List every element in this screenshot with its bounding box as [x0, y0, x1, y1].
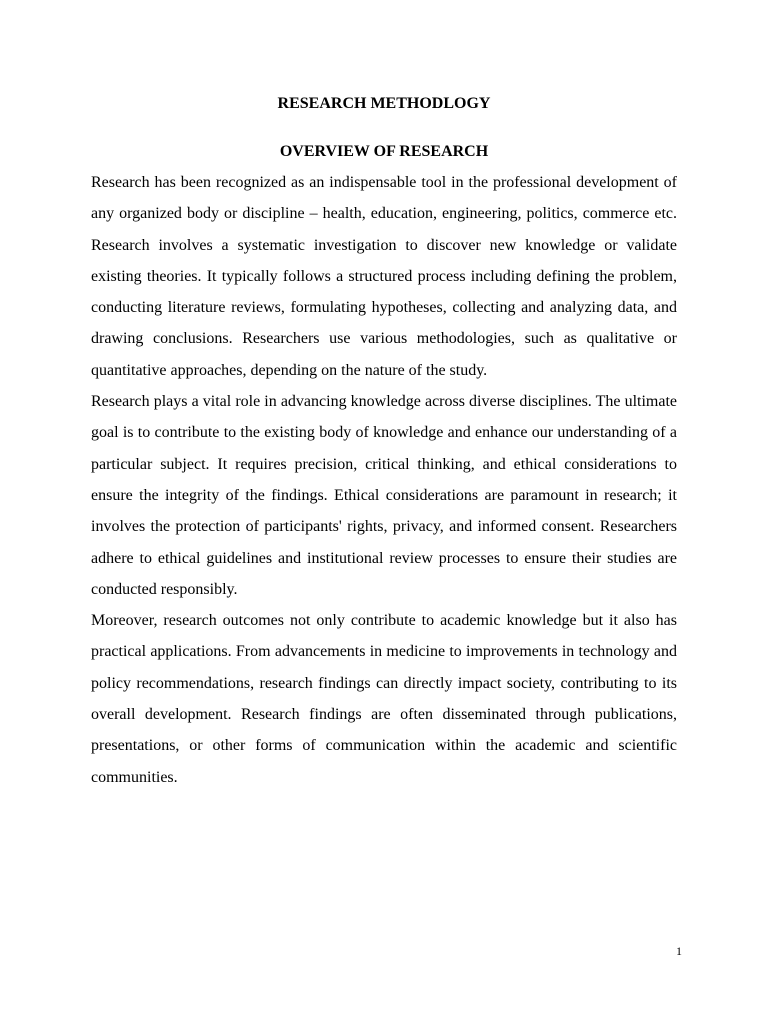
- page-number: 1: [676, 944, 682, 958]
- section-heading: OVERVIEW OF RESEARCH: [279, 143, 489, 160]
- paragraph-3: Moreover, research outcomes not only contribute to academic knowledge but it also has practical applications. From advancements in medicine to improvements in technology and policy recommendations, research findings can directly impact society, contributing to its overall development. Research findings are often disseminated through publications, presentations, or other forms of communication within the academic and scientific communities.: [91, 612, 677, 786]
- paragraph-2: Research plays a vital role in advancing knowledge across diverse disciplines. The ultimate goal is to contribute to the existing body of knowledge and enhance our understanding of a particular subject. It requires precision, critical thinking, and ethical considerations to ensure the integrity of the findings. Ethical considerations are paramount in research; it involves the protection of participants' rights, privacy, and informed consent. Researchers adhere to ethical guidelines and institutional review processes to ensure their studies are conducted responsibly.: [91, 393, 677, 598]
- document-title: RESEARCH METHODLOGY: [277, 95, 491, 112]
- body-text: [91, 167, 677, 793]
- paragraph-1: Research has been recognized as an indispensable tool in the professional development of any organized body or discipline – health, education, engineering, politics, commerce etc. Research involves a systematic investigation to discover new knowledge or validate existing theories. It typically follows a structured process including defining the problem, conducting literature reviews, formulating hypotheses, collecting and analyzing data, and drawing conclusions. Researchers use various methodologies, such as qualitative or quantitative approaches, depending on the nature of the study.: [91, 174, 677, 379]
